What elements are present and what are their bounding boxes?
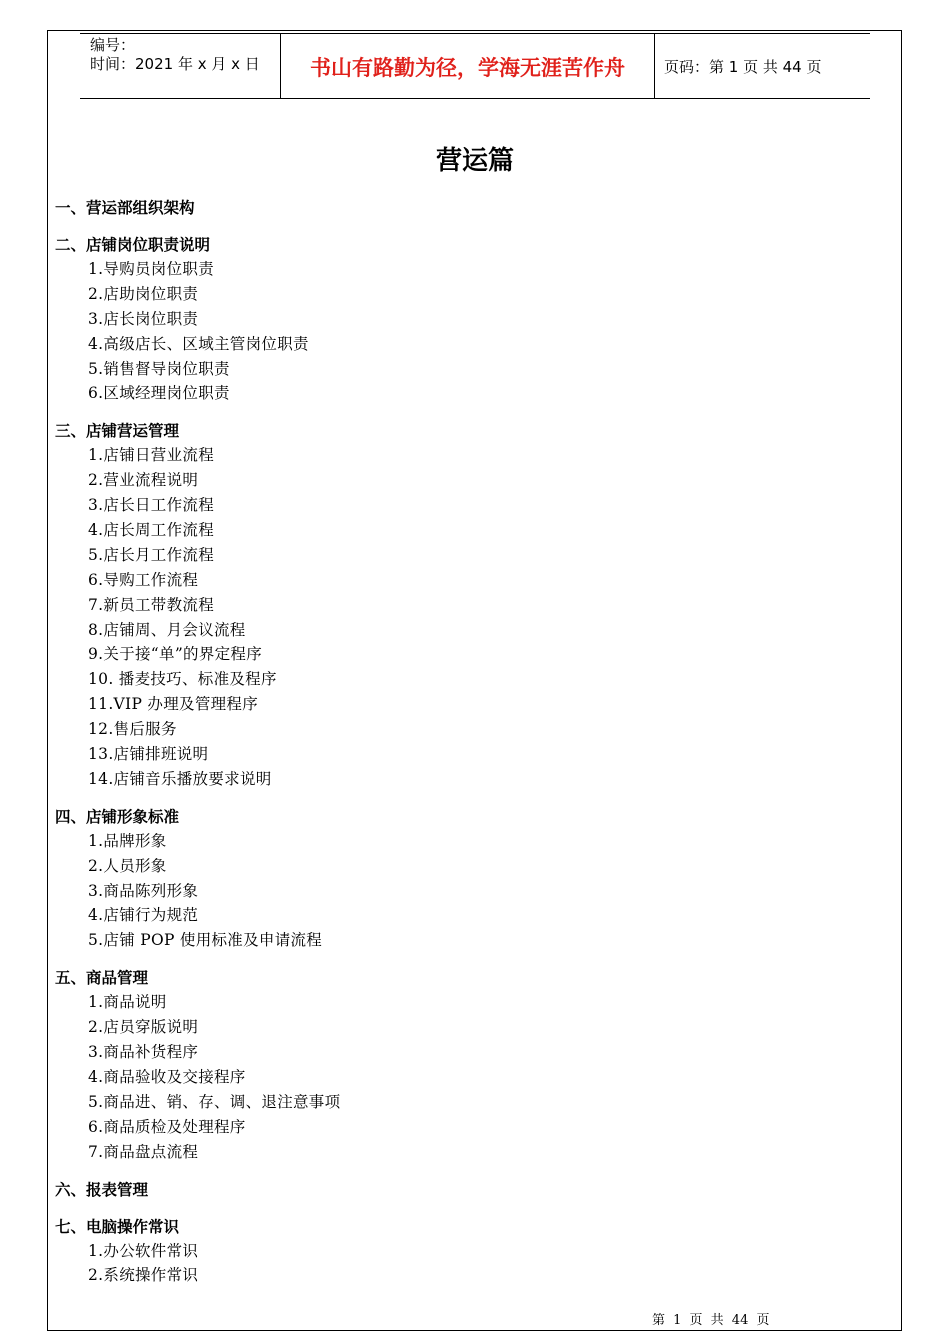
toc-section [55, 196, 340, 220]
toc-item: 3.店长日工作流程 [88, 496, 214, 515]
toc-item: 9.关于接“单”的界定程序 [88, 645, 263, 664]
toc-section [55, 233, 340, 406]
document-title: 营运篇 [435, 146, 514, 176]
toc-section [55, 1215, 340, 1289]
toc-item: 2.营业流程说明 [88, 471, 199, 490]
toc-item: 11.VIP 办理及管理程序 [88, 695, 259, 714]
table-of-contents [55, 196, 340, 1288]
toc-item: 10. 播麦技巧、标准及程序 [88, 670, 277, 689]
toc-item: 7.商品盘点流程 [88, 1142, 199, 1161]
toc-item: 6.区域经理岗位职责 [88, 384, 230, 403]
section-heading: 一、营运部组织架构 [55, 199, 195, 217]
toc-item: 1.办公软件常识 [88, 1241, 199, 1260]
page-header [80, 33, 870, 99]
toc-item: 6.导购工作流程 [88, 570, 199, 589]
toc-item: 2.店员穿版说明 [88, 1018, 199, 1037]
toc-item: 2.店助岗位职责 [88, 284, 199, 303]
toc-item: 4.店铺行为规范 [88, 906, 199, 925]
section-heading: 四、店铺形象标准 [55, 807, 180, 826]
toc-item: 5.店铺 POP 使用标准及申请流程 [88, 931, 323, 950]
toc-item: 1.导购员岗位职责 [88, 260, 214, 278]
toc-item: 3.商品陈列形象 [88, 881, 199, 900]
toc-item: 8.店铺周、月会议流程 [88, 620, 246, 639]
document-time: 时间：2021 年 x 月 x 日 [90, 55, 260, 73]
toc-item: 2.人员形象 [88, 856, 167, 875]
section-heading: 五、商品管理 [55, 969, 149, 988]
page-footer: 第 1 页 共 44 页 [652, 1313, 770, 1328]
toc-section [55, 966, 340, 1164]
section-heading: 七、电脑操作常识 [55, 1217, 180, 1236]
toc-item: 2.系统操作常识 [88, 1266, 199, 1285]
toc-item: 14.店铺音乐播放要求说明 [88, 769, 272, 788]
header-divider [654, 34, 655, 99]
toc-item: 7.新员工带教流程 [88, 595, 214, 614]
header-meta [90, 36, 260, 74]
toc-section [55, 805, 340, 953]
toc-item: 13.店铺排班说明 [88, 745, 209, 764]
toc-section [55, 419, 340, 791]
section-heading: 三、店铺营运管理 [55, 422, 180, 441]
toc-item: 4.商品验收及交接程序 [88, 1067, 246, 1086]
toc-item: 4.高级店长、区域主管岗位职责 [88, 334, 309, 353]
toc-section [55, 1178, 340, 1202]
toc-item: 1.店铺日营业流程 [88, 446, 214, 465]
toc-item: 1.品牌形象 [88, 831, 167, 850]
header-motto: 书山有路勤为径，学海无涯苦作舟 [310, 56, 625, 80]
toc-item: 12.售后服务 [88, 720, 177, 739]
header-page-code: 页码：第 1 页 共 44 页 [664, 58, 822, 76]
toc-item: 5.商品进、销、存、调、退注意事项 [88, 1092, 341, 1111]
toc-item: 3.商品补货程序 [88, 1043, 199, 1062]
toc-item: 6.商品质检及处理程序 [88, 1117, 246, 1136]
toc-item: 3.店长岗位职责 [88, 309, 199, 328]
toc-item: 4.店长周工作流程 [88, 521, 214, 540]
section-heading: 六、报表管理 [55, 1180, 149, 1199]
toc-item: 5.销售督导岗位职责 [88, 359, 230, 378]
section-heading: 二、店铺岗位职责说明 [55, 236, 211, 254]
document-number-label: 编号： [90, 36, 136, 54]
toc-item: 1.商品说明 [88, 993, 167, 1012]
toc-item: 5.店长月工作流程 [88, 545, 214, 564]
